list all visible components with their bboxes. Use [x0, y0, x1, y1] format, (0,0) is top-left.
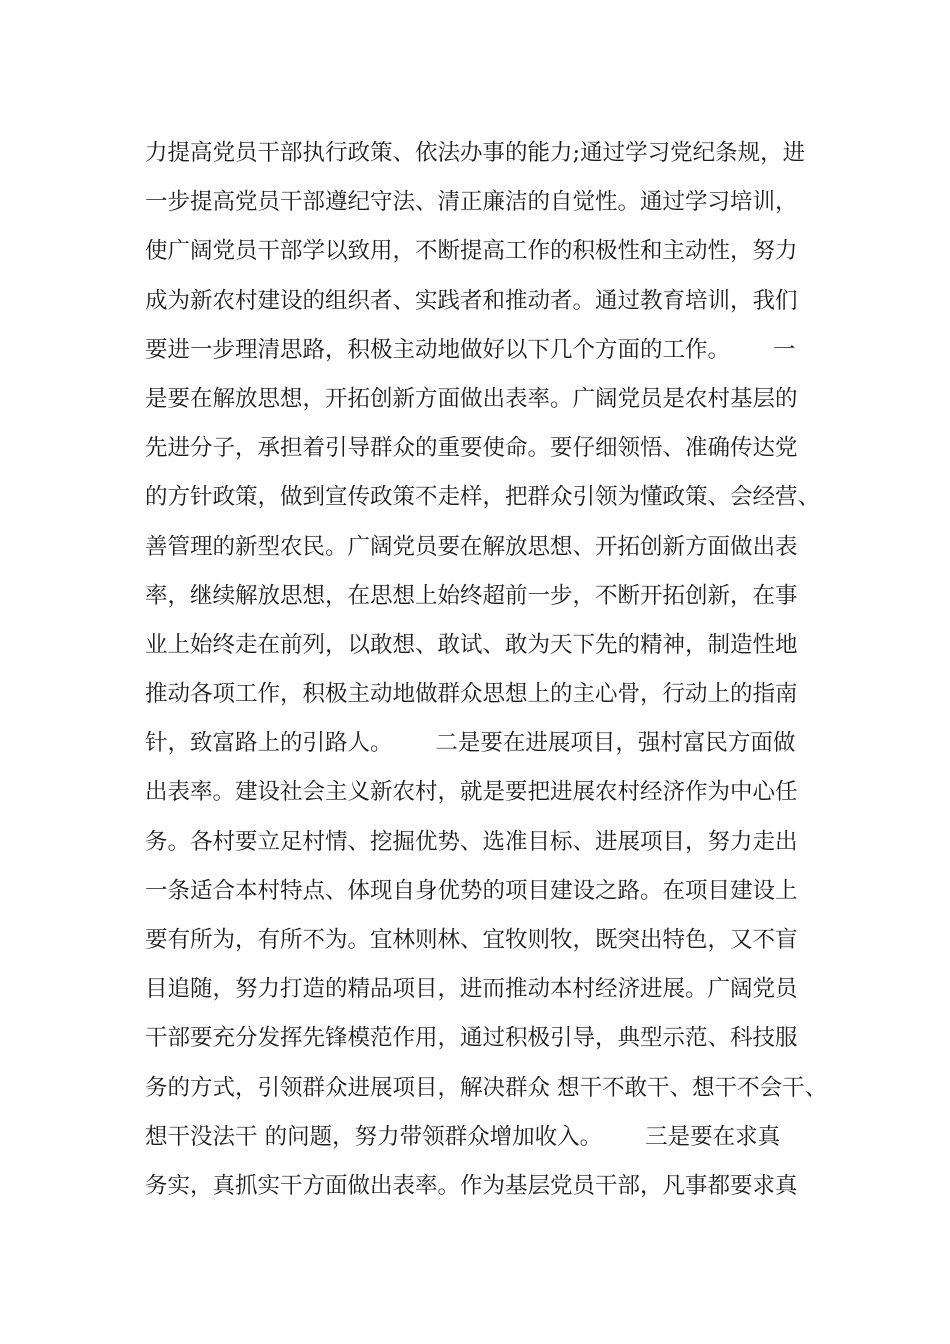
text-line: 干部要充分发挥先锋模范作用，通过积极引导，典型示范、科技服	[145, 1025, 798, 1052]
text-line: 要有所为，有所不为。宜林则林、宜牧则牧，既突出特色，又不盲	[145, 927, 798, 953]
text-line: 力提高党员干部执行政策、依法办事的能力;通过学习党纪条规，进	[145, 140, 806, 166]
text-line: 目追随，努力打造的精品项目，进而推动本村经济进展。广阔党员	[145, 976, 798, 1003]
text-line: 出表率。建设社会主义新农村，就是要把进展农村经济作为中心任	[145, 779, 798, 806]
text-line: 率，继续解放思想，在思想上始终超前一步，不断开拓创新，在事	[145, 582, 798, 609]
text-line: 是要在解放思想，开拓创新方面做出表率。广阔党员是农村基层的	[145, 385, 798, 412]
text-line: 成为新农村建设的组织者、实践者和推动者。通过教育培训，我们	[145, 287, 798, 314]
text-line: 使广阔党员干部学以致用，不断提高工作的积极性和主动性，努力	[145, 238, 798, 265]
text-line: 一条适合本村特点、体现自身优势的项目建设之路。在项目建设上	[145, 877, 798, 904]
text-line: 一步提高党员干部遵纪守法、清正廉洁的自觉性。通过学习培训，	[145, 189, 798, 216]
text-line: 务的方式，引领群众进展项目，解决群众 想干不敢干、想干不会干、	[145, 1074, 828, 1101]
text-line: 针，致富路上的引路人。 二是要在进展项目，强村富民方面做	[145, 730, 796, 757]
text-line: 业上始终走在前列，以敢想、敢试、敢为天下先的精神，制造性地	[145, 631, 798, 658]
text-line: 善管理的新型农民。广阔党员要在解放思想、开拓创新方面做出表	[145, 533, 798, 560]
text-line: 要进一步理清思路，积极主动地做好以下几个方面的工作。 一	[145, 336, 796, 363]
text-line: 推动各项工作，积极主动地做群众思想上的主心骨，行动上的指南	[145, 681, 798, 708]
text-line: 务。各村要立足村情、挖掘优势、选准目标、进展项目，努力走出	[145, 828, 798, 855]
text-line: 先进分子，承担着引导群众的重要使命。要仔细领悟、准确传达党	[145, 435, 798, 462]
text-line: 想干没法干 的问题，努力带领群众增加收入。 三是要在求真	[145, 1123, 781, 1150]
text-line: 的方针政策，做到宣传政策不走样，把群众引领为懂政策、会经营、	[145, 484, 821, 511]
text-line: 务实，真抓实干方面做出表率。作为基层党员干部，凡事都要求真	[145, 1172, 798, 1199]
body-text	[145, 133, 845, 1215]
